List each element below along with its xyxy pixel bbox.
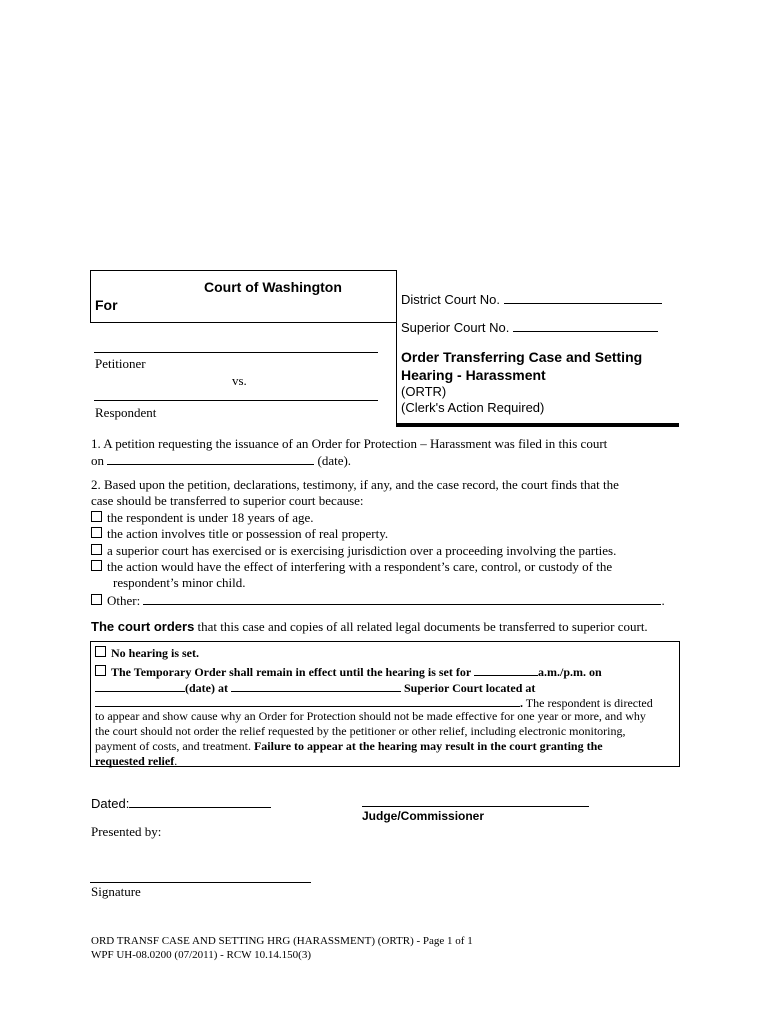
petition-date-field[interactable] — [107, 452, 314, 465]
checkbox[interactable] — [91, 560, 102, 571]
temp-order-option: The Temporary Order shall remain in effect until the hearing is set for a.m./p.m. on — [95, 663, 602, 680]
footer — [91, 934, 473, 962]
checkbox[interactable] — [95, 646, 106, 657]
superior-court-no: Superior Court No. — [401, 319, 658, 335]
signature-label: Signature — [91, 884, 141, 899]
hearing-location-field[interactable] — [95, 694, 520, 707]
judge-signature-line[interactable] — [362, 806, 589, 807]
caption-left-border — [90, 270, 91, 323]
order-code: (ORTR) — [401, 384, 447, 399]
checkbox[interactable] — [95, 665, 106, 676]
hearing-time-field[interactable] — [474, 663, 538, 676]
checkbox[interactable] — [91, 527, 102, 538]
petitioner-line[interactable] — [94, 352, 378, 353]
clerk-action: (Clerk's Action Required) — [401, 400, 545, 415]
vs-label: vs. — [232, 373, 247, 388]
checkbox[interactable] — [91, 594, 102, 605]
district-court-no-field[interactable] — [504, 291, 662, 304]
reason-under-18: the respondent is under 18 years of age. — [91, 510, 665, 526]
hearing-date-line: (date) at Superior Court located at — [95, 679, 535, 696]
hearing-date-field[interactable] — [95, 679, 185, 692]
caption-vertical-divider — [396, 270, 397, 424]
signature-line[interactable] — [90, 882, 311, 883]
other-reason-field[interactable] — [143, 592, 661, 605]
caption-divider — [90, 322, 397, 323]
hearing-box: No hearing is set. The Temporary Order shall remain in effect until the hearing is set for a.m./p.m. on (date) at Superior Court located at . The respondent is directed to appear and show cause why an Order for Protection should not be made effective for one year or more, and why the court should not order the relief requested by the petitioner or other relief, including electronic monitoring, payment of costs, and treatment. Failure to appear at the hearing may result in the court granting the requested relief. — [90, 641, 680, 767]
dated-field[interactable] — [129, 795, 271, 808]
reason-other: Other: . — [91, 592, 665, 609]
court-orders: The court orders that this case and copies of all related legal documents be transferred to superior court. — [91, 619, 648, 634]
court-title: Court of Washington — [204, 279, 342, 295]
reason-real-property: the action involves title or possession of real property. — [91, 526, 665, 542]
district-court-no: District Court No. — [401, 291, 662, 307]
petitioner-label: Petitioner — [95, 356, 146, 371]
reason-custody: the action would have the effect of interfering with a respondent’s care, control, or custody of the — [91, 559, 665, 575]
footer-form-number: WPF UH-08.0200 (07/2011) - RCW 10.14.150(3) — [91, 949, 311, 961]
hearing-location-line: . The respondent is directed — [95, 694, 653, 711]
order-title: Order Transferring Case and Setting Hearing - Harassment — [401, 349, 643, 383]
caption-thick-rule — [396, 423, 679, 427]
finding-2: 2. Based upon the petition, declarations, testimony, if any, and the case record, the court finds that the case should be transferred to superior court because: the respondent is under 18 years of age. the action involves title or possession of real property. a superior court has exercised or is exercising jurisdiction over a proceeding involving the parties. the action would have the effect of interfering with a respondent’s care, control, or custody of the respondent’s minor child. Other: . — [91, 477, 665, 608]
respondent-label: Respondent — [95, 405, 157, 420]
no-hearing-option: No hearing is set. — [95, 646, 199, 661]
checkbox[interactable] — [91, 544, 102, 555]
judge-label: Judge/Commissioner — [362, 809, 485, 823]
reason-jurisdiction: a superior court has exercised or is exercising jurisdiction over a proceeding involving the parties. — [91, 543, 665, 559]
checkbox[interactable] — [91, 511, 102, 522]
presented-by: Presented by: — [91, 824, 162, 839]
footer-form-title: ORD TRANSF CASE AND SETTING HRG (HARASSMENT) (ORTR) - Page 1 of 1 — [91, 935, 473, 947]
caption-left-top-border — [90, 270, 397, 271]
superior-court-no-field[interactable] — [513, 319, 658, 332]
finding-1: 1. A petition requesting the issuance of an Order for Protection – Harassment was filed in this court on (date). — [91, 436, 608, 468]
respondent-line[interactable] — [94, 400, 378, 401]
for-label: For — [95, 297, 118, 313]
dated-row: Dated: — [91, 795, 271, 811]
superior-court-county-field[interactable] — [231, 679, 401, 692]
